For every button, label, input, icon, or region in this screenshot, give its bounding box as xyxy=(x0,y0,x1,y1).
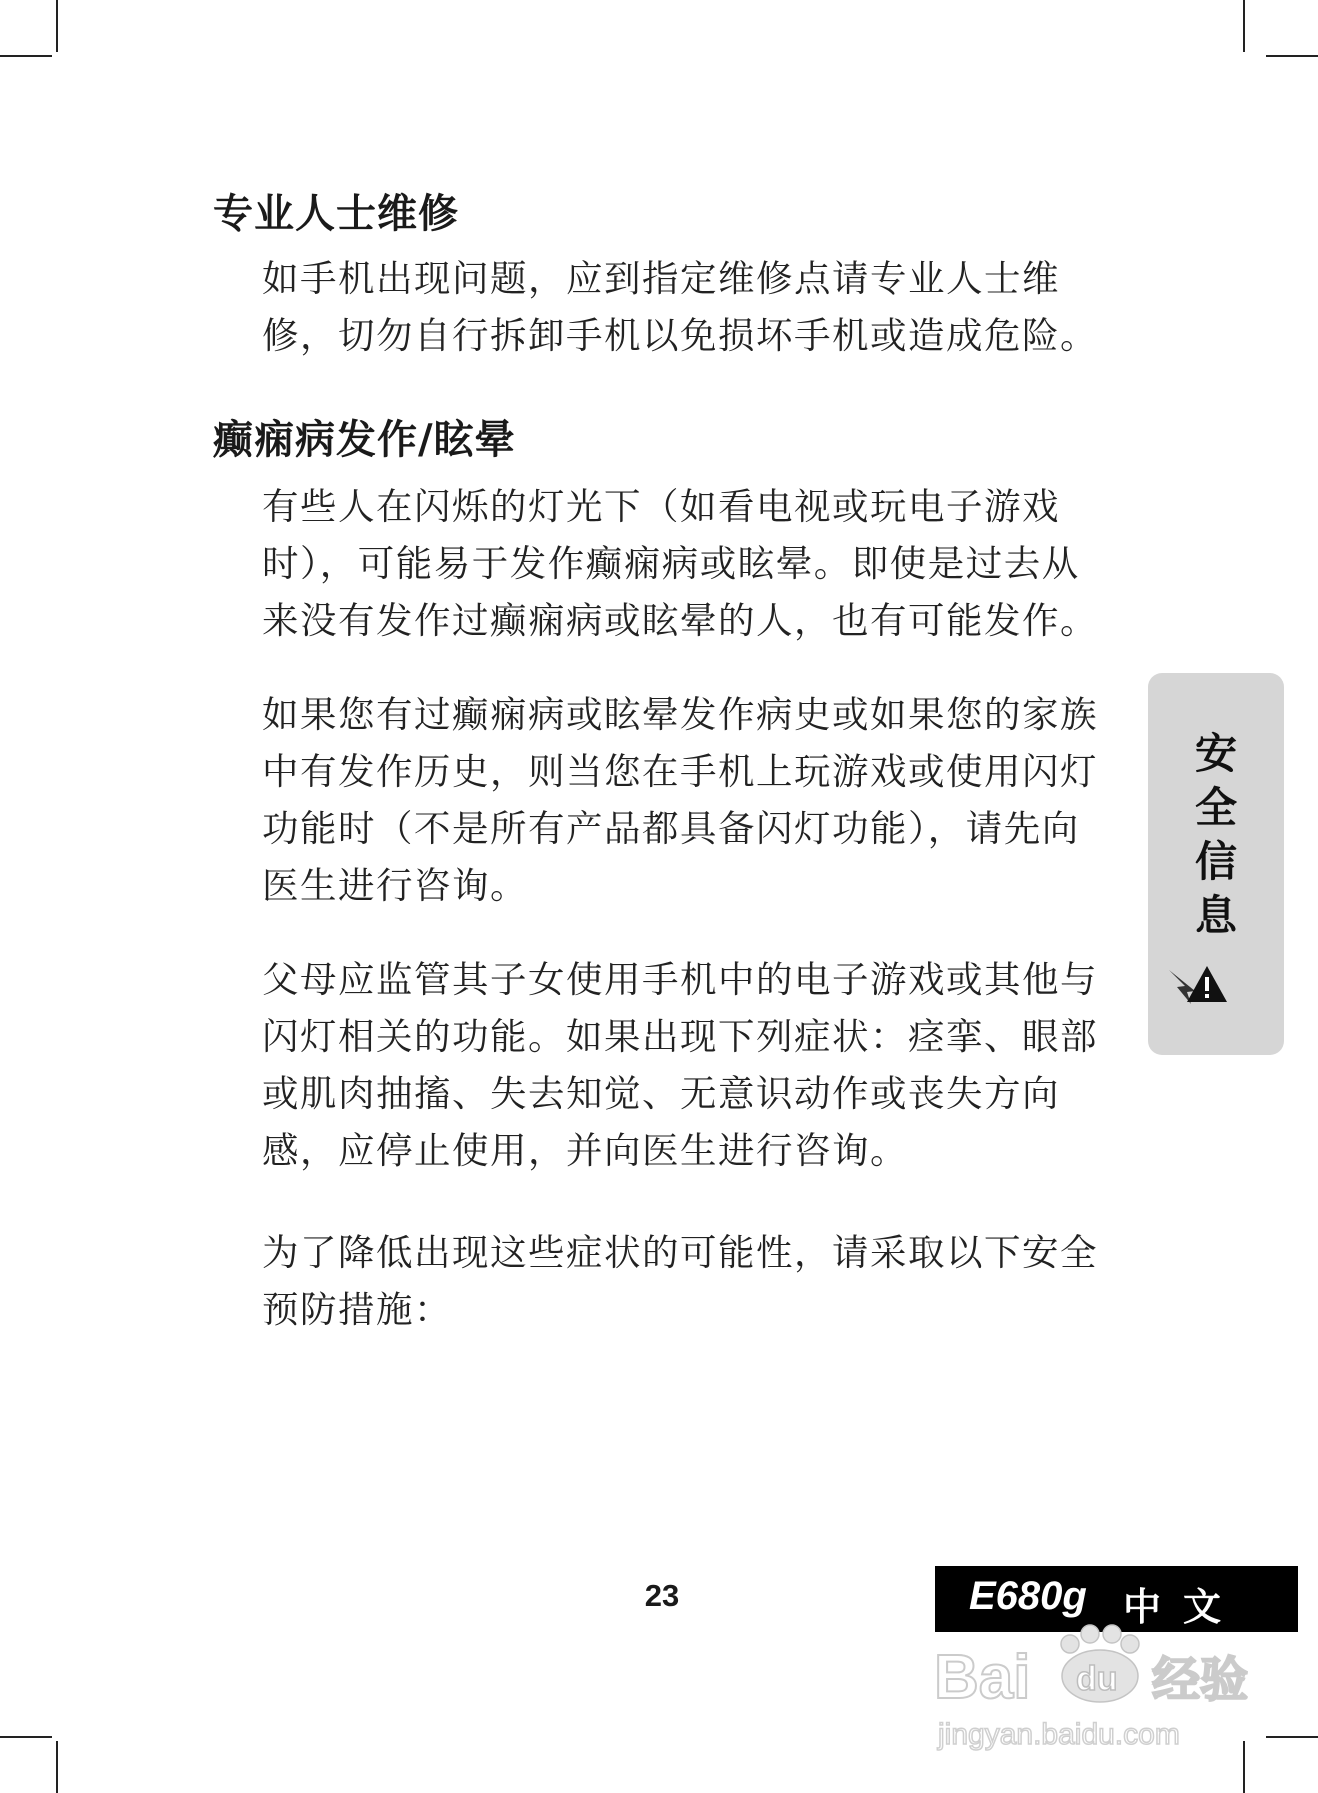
crop-mark xyxy=(56,1741,58,1793)
side-tab-char: 安 xyxy=(1194,729,1237,778)
model-name: E680g xyxy=(969,1574,1087,1618)
paragraph-epilepsy-2: 如果您有过癫痫病或眩晕发作病史或如果您的家族中有发作历史，则当您在手机上玩游戏或使用闪灯功能时（不是所有产品都具备闪灯功能），请先向医生进行咨询。 xyxy=(262,693,1098,907)
side-tab-char: 息 xyxy=(1194,891,1237,940)
crop-mark xyxy=(0,1736,52,1738)
crop-mark xyxy=(1266,55,1318,57)
crop-mark xyxy=(1243,0,1245,52)
svg-text:经验: 经验 xyxy=(1152,1652,1249,1708)
paragraph-professional-repair: 如手机出现问题，应到指定维修点请专业人士维修，切勿自行拆卸手机以免损坏手机或造成危险。 xyxy=(262,257,1098,357)
side-tab-char: 全 xyxy=(1194,783,1237,832)
warning-triangle-icon xyxy=(1163,960,1229,1010)
svg-text:Bai: Bai xyxy=(934,1643,1031,1712)
svg-text:du: du xyxy=(1076,1660,1118,1698)
page-number: 23 xyxy=(644,1578,680,1613)
crop-mark xyxy=(1266,1736,1318,1738)
language-label: 中文 xyxy=(1123,1585,1244,1629)
section-heading-professional-repair: 专业人士维修 xyxy=(213,190,459,237)
section-heading-epilepsy: 癫痫病发作/眩晕 xyxy=(213,416,516,463)
paragraph-epilepsy-4: 为了降低出现这些症状的可能性，请采取以下安全预防措施： xyxy=(262,1231,1098,1331)
crop-mark xyxy=(0,55,52,57)
crop-mark xyxy=(56,0,58,52)
svg-text:jingyan.baidu.com: jingyan.baidu.com xyxy=(938,1718,1180,1751)
baidu-jingyan-watermark xyxy=(930,1616,1250,1756)
side-tab-char: 信 xyxy=(1194,837,1237,886)
paragraph-epilepsy-1: 有些人在闪烁的灯光下（如看电视或玩电子游戏时），可能易于发作癫痫病或眩晕。即使是过去从来没有发作过癫痫病或眩晕的人，也有可能发作。 xyxy=(262,485,1098,642)
paragraph-epilepsy-3: 父母应监管其子女使用手机中的电子游戏或其他与闪灯相关的功能。如果出现下列症状：痉挛、眼部或肌肉抽搐、失去知觉、无意识动作或丧失方向感，应停止使用，并向医生进行咨询。 xyxy=(262,958,1098,1172)
